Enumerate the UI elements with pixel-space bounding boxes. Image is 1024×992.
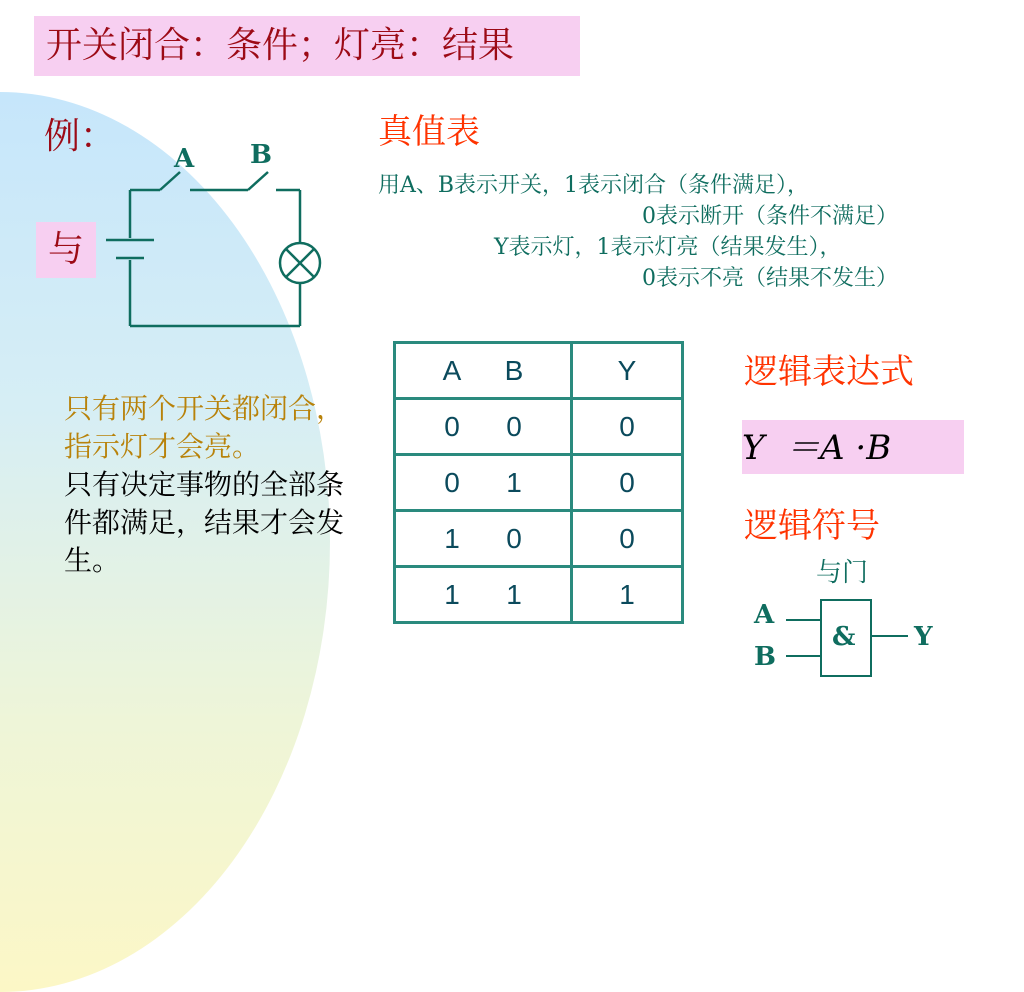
cell-a: 1: [444, 578, 460, 610]
switch-b-label: B: [250, 140, 272, 170]
cell-y: 0: [572, 399, 683, 455]
header-y: Y: [572, 343, 683, 399]
description-line: 0表示断开（条件不满足）: [642, 204, 898, 229]
gate-input-a-label: A: [754, 600, 775, 630]
description-line: Y表示灯，1表示灯亮（结果发生），: [494, 235, 842, 260]
cell-b: 1: [506, 578, 522, 610]
example-label: 例：: [44, 116, 117, 157]
cell-y: 1: [572, 567, 683, 623]
header-a: A: [442, 354, 462, 386]
cell-y: 0: [572, 511, 683, 567]
cell-b: 0: [506, 522, 522, 554]
header-b: B: [504, 354, 524, 386]
symbol-heading: 逻辑符号: [744, 506, 880, 546]
cell-b: 0: [506, 410, 522, 442]
cell-b: 1: [506, 466, 522, 498]
and-gate-title: 与门: [816, 558, 869, 588]
gate-input-b-label: B: [754, 642, 776, 672]
description-line: 0表示不亮（结果不发生）: [642, 266, 898, 291]
truth-table-heading: 真值表: [378, 112, 480, 152]
gate-symbol-label: &: [832, 622, 856, 652]
cell-a: 1: [444, 522, 460, 554]
cell-a: 0: [444, 466, 460, 498]
cell-a: 0: [444, 410, 460, 442]
gate-output-label: Y: [914, 622, 933, 652]
slide-title: 开关闭合：条件；灯亮：结果: [34, 16, 580, 76]
description-line: 用A、B表示开关，1表示闭合（条件满足），: [378, 173, 810, 198]
switch-a-label: A: [174, 144, 195, 174]
expression-heading: 逻辑表达式: [744, 352, 914, 392]
logic-expression: Y ＝A ·B: [742, 420, 964, 474]
and-label-box: 与: [36, 222, 96, 278]
explanation-line-1: 只有两个开关都闭合，指示灯才会亮。: [64, 392, 345, 463]
explanation-line-2: 只有决定事物的全部条件都满足，结果才会发生。: [64, 468, 345, 577]
cell-y: 0: [572, 455, 683, 511]
